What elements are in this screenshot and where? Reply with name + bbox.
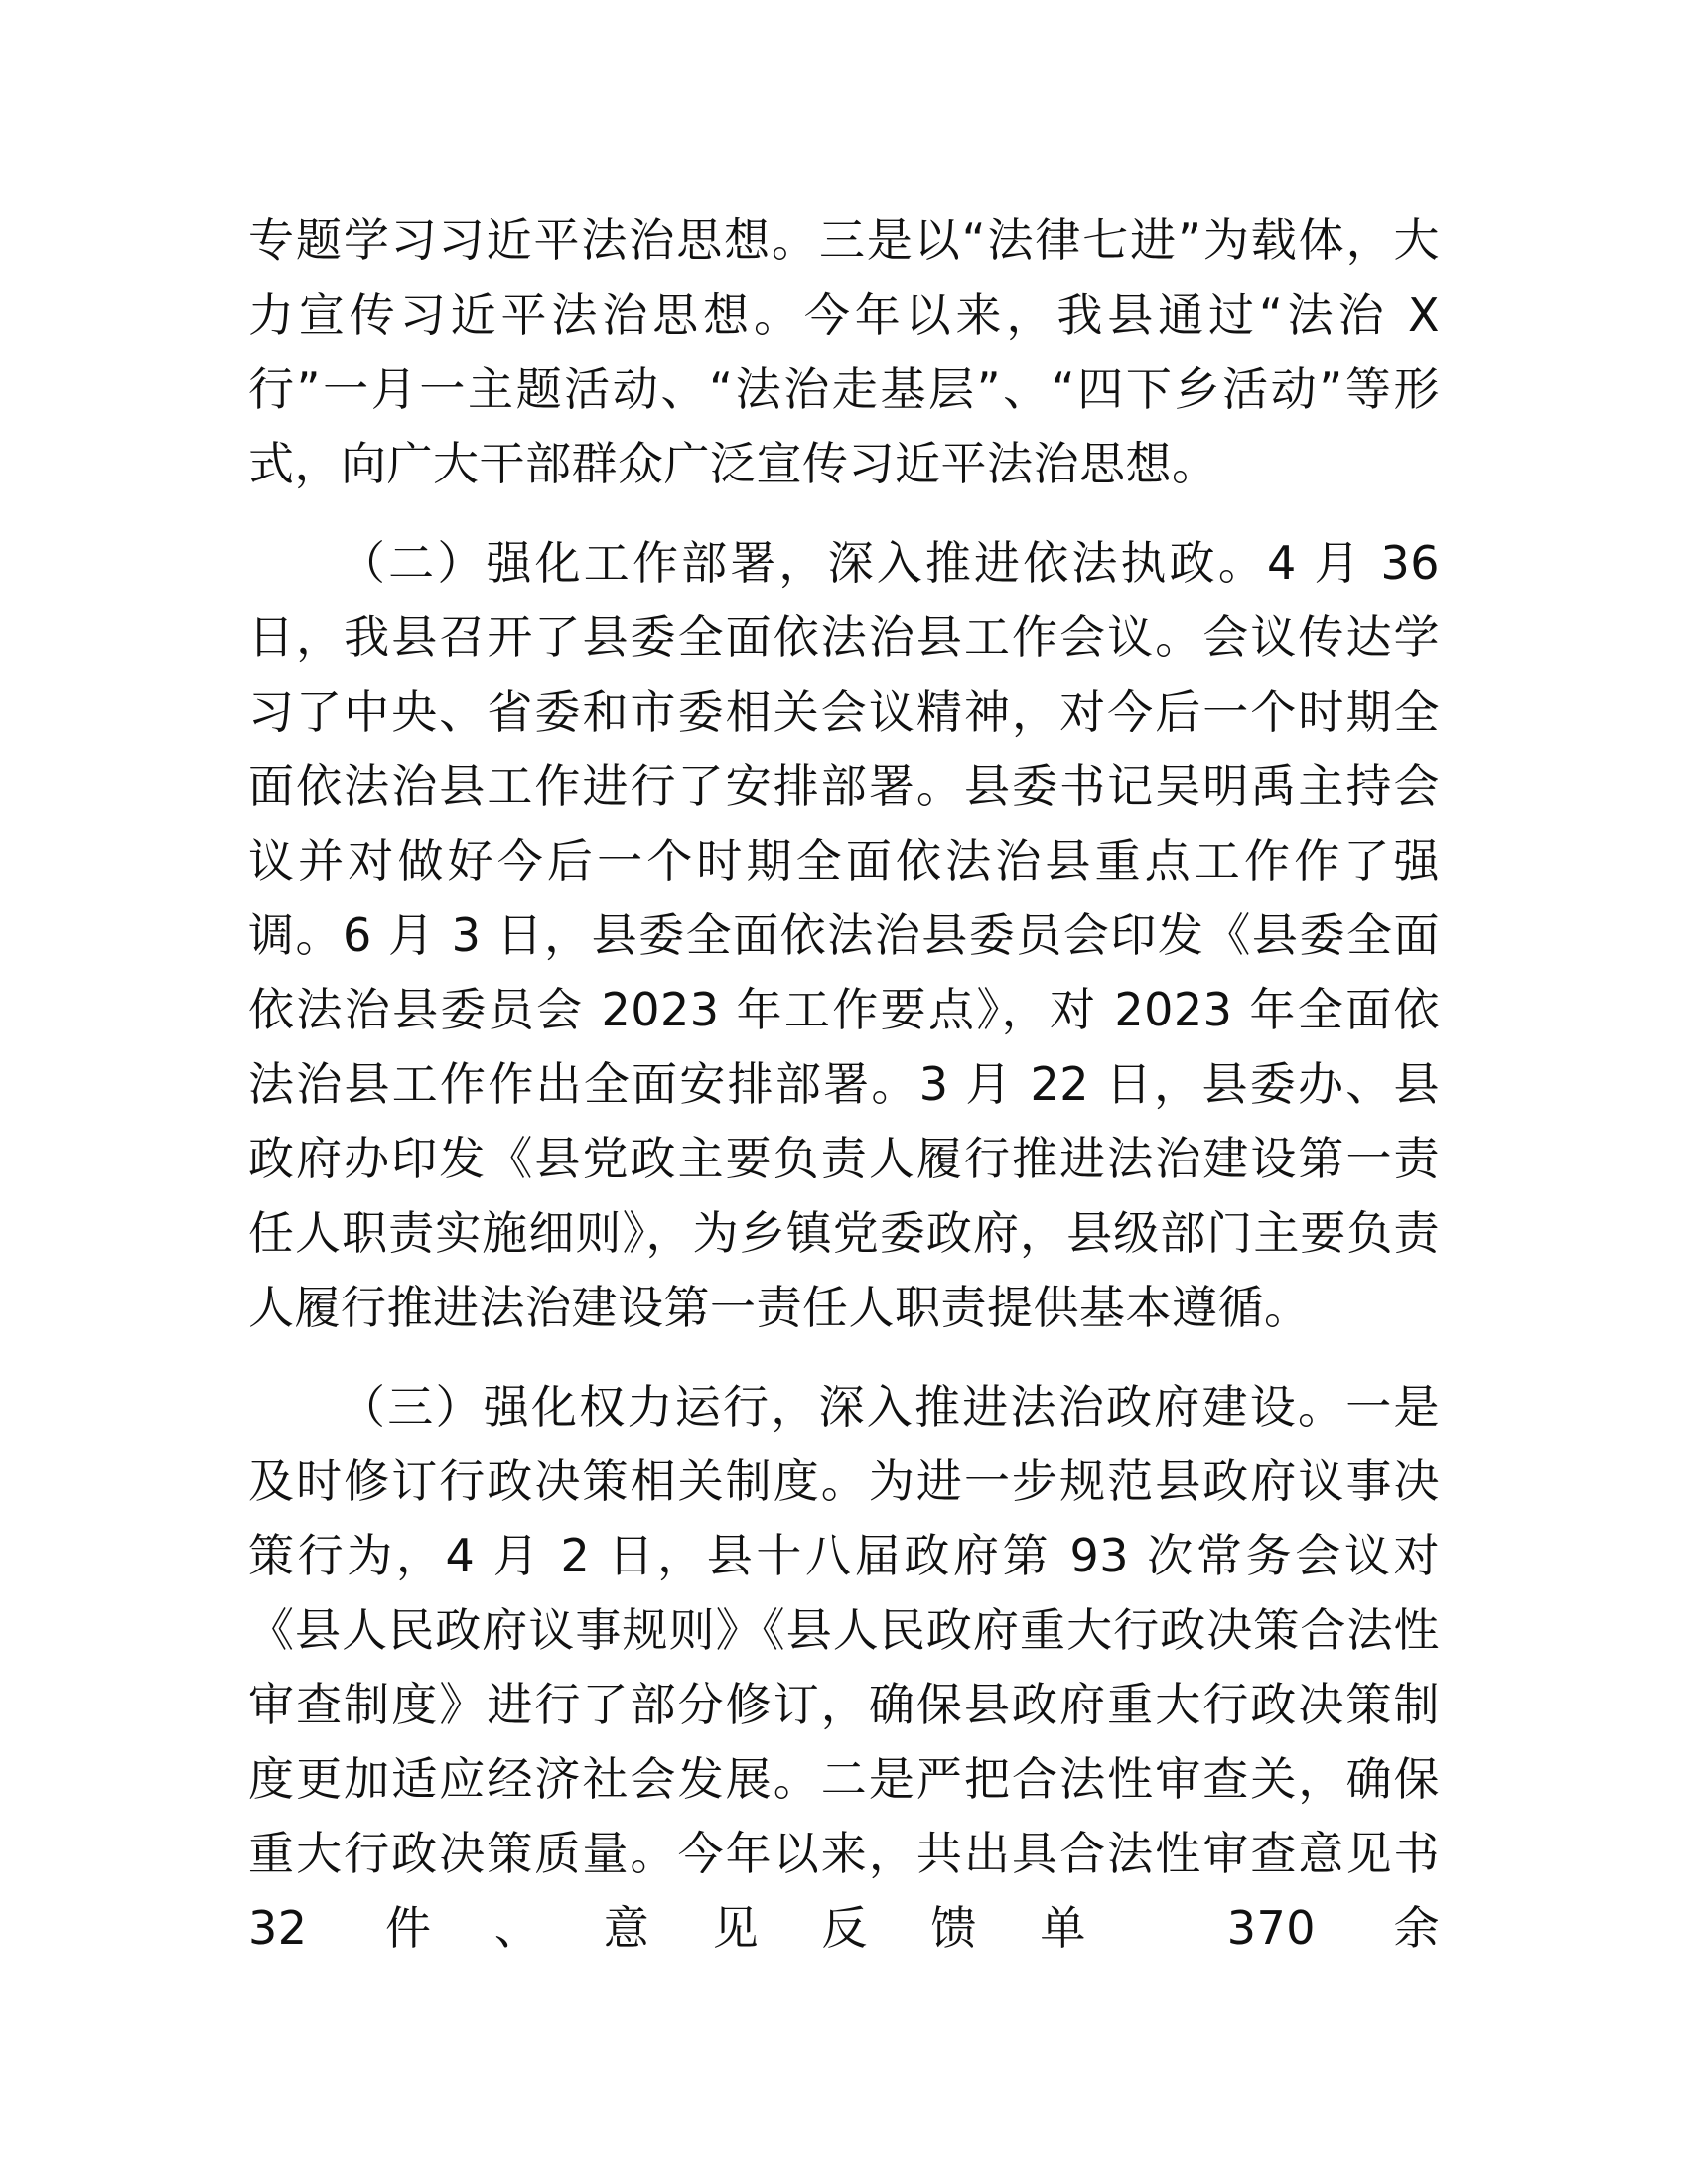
paragraph-section-three: （三）强化权力运行，深入推进法治政府建设。一是及时修订行政决策相关制度。为进一步规范县政府议事决策行为，4 月 2 日，县十八届政府第 93 次常务会议对《县人民政府议事规则》《县人民政府重大行政决策合法性审查制度》进行了部分修订，确保县政府重大行政决策制度更加适应经济社会发展。二是严把合法性审查关，确保重大行政决策质量。今年以来，共出具合法性审查意见书 32 件、意见反馈单 370 余 [248,1380,1440,1955]
document-body [248,204,1440,1966]
paragraph-section-two: （二）强化工作部署，深入推进依法执政。4 月 36 日，我县召开了县委全面依法治县工作会议。会议传达学习了中央、省委和市委相关会议精神，对今后一个时期全面依法治县工作进行了安排部署。县委书记吴明禹主持会议并对做好今后一个时期全面依法治县重点工作作了强调。6 月 3 日，县委全面依法治县委员会印发《县委全面依法治县委员会 2023 年工作要点》，对 2023 年全面依法治县工作作出全面安排部署。3 月 22 日，县委办、县政府办印发《县党政主要负责人履行推进法治建设第一责任人职责实施细则》，为乡镇党委政府，县级部门主要负责人履行推进法治建设第一责任人职责提供基本遵循。 [248,536,1440,1334]
paragraph-continued: 专题学习习近平法治思想。三是以“法律七进”为载体，大力宣传习近平法治思想。今年以来，我县通过“法治 X 行”一月一主题活动、“法治走基层”、“四下乡活动”等形式，向广大干部群众广泛宣传习近平法治思想。 [248,213,1440,490]
